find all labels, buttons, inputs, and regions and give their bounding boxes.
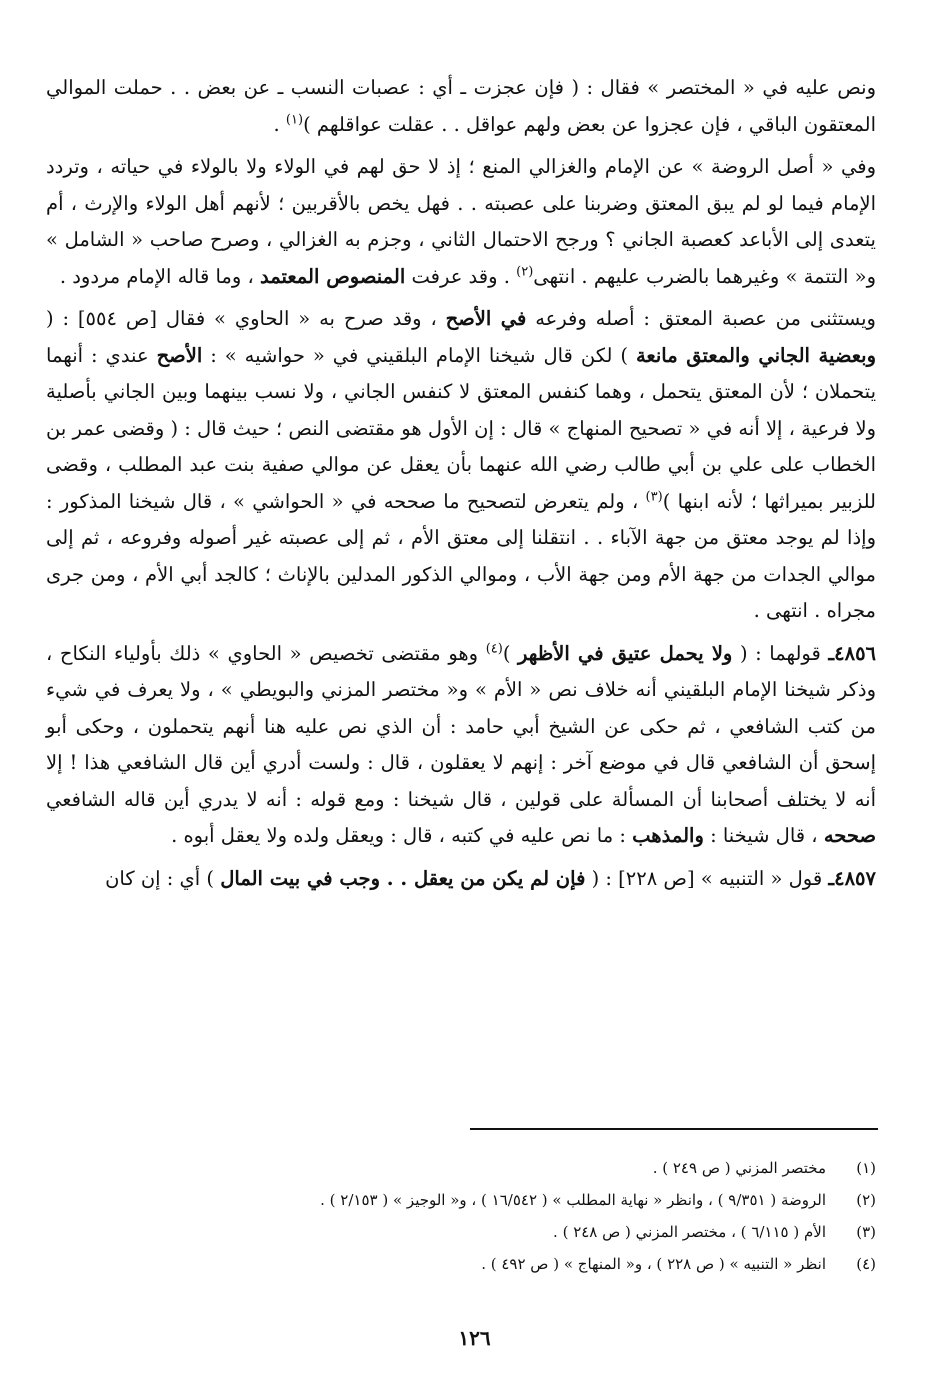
text-segment: ، وقد صرح به « الحاوي » فقال [ص ٥٥٤] : ( [46, 307, 446, 330]
text-segment: قولهما : ( [732, 641, 829, 665]
text-segment: وهو مقتضى تخصيص « الحاوي » ذلك بأولياء النكاح ، وذكر شيخنا الإمام البلقيني أنه خلاف نص « الأم » و« مختصر المزني والبويطي » ، ولا يعرف في شيء من كتب الشافعي ، ثم حكى عن الشيخ أبي حامد : أن الذي نص عليه هنا أنهم يتحملون ، وحكى أبو إسحق أن الشافعي قال في موضع آخر : إنهم لا يعقلون ، قال : ولست أدري أين قال الشافعي هذا ! إلا أنه لا يختلف أصحابنا أن المسألة على قولين ، قال شيخنا : ومع قوله : أنه لا يدري أين قاله الشافعي [46, 641, 876, 811]
footnote-number: (٣) [856, 1223, 876, 1241]
bold-text-segment: صححه [823, 824, 876, 847]
footnote [46, 1248, 876, 1280]
bold-text-segment: ٤٨٥٧ـ [828, 866, 876, 890]
footnotes-section [46, 1152, 876, 1280]
footnote-separator-rule [470, 1128, 878, 1130]
text-segment: عندي : أنهما يتحملان ؛ لأن المعتق يتحمل ، وهما كنفس المعتق لا كنفس الجاني ، ولا نسب بينهما وبين الجاني بأصلية ولا فرعية ، إلا أنه في « تصحيح المنهاج » قال : إن الأول هو مقتضى النص ؛ حيث قال : ( وقضى عمر بن الخطاب على علي بن أبي طالب رضي الله عنهما بأن يعقل عن موالي صفية بنت عبد المطلب ، وقضى للزبير بميراثها ؛ لأنه ابنها ) [46, 343, 876, 513]
footnote [46, 1152, 876, 1184]
bold-text-segment: الأصح [156, 343, 203, 367]
bold-text-segment: في الأصح [445, 307, 527, 330]
footnote-text: انظر « التنبيه » ( ص ٢٢٨ ) ، و« المنهاج » ( ص ٤٩٢ ) . [481, 1255, 826, 1273]
bold-text-segment: والمذهب [632, 824, 704, 847]
text-segment: قول « التنبيه » [ص ٢٢٨] : ( [585, 866, 829, 890]
text-segment: ويستثنى من عصبة المعتق : أصله وفرعه [526, 307, 876, 330]
bold-text-segment: فإن لم يكن من يعقل . . وجب في بيت المال [220, 866, 586, 890]
footnote-text: الروضة ( ٩/٣٥١ ) ، وانظر « نهاية المطلب » ( ١٦/٥٤٢ ) ، و« الوجيز » ( ٢/١٥٣ ) . [320, 1191, 826, 1209]
footnote-reference: (٣) [645, 489, 663, 504]
text-segment: ، وما قاله الإمام مردود . [59, 264, 260, 288]
page-number: ١٢٦ [458, 1326, 491, 1350]
paragraph [46, 149, 876, 295]
bold-text-segment: ٤٨٥٦ـ [828, 641, 877, 665]
paragraph [46, 636, 876, 855]
paragraph [46, 861, 876, 898]
text-segment: ) [502, 641, 519, 665]
text-segment: . وقد عرفت [405, 264, 517, 288]
footnote-number: (٢) [856, 1191, 876, 1209]
paragraph [46, 301, 876, 630]
bold-text-segment: ولا يحمل عتيق في الأظهر [518, 641, 733, 665]
text-segment: ، ولم يتعرض لتصحيح ما صححه في « الحواشي » ، قال شيخنا المذكور : وإذا لم يوجد معتق من جهة الآباء . . انتقلنا إلى معتق الأم ، ثم إلى عصبته غير أصوله وفروعه ، ثم إلى موالي الجدات من جهة الأم ومن جهة الأب ، وموالي الذكور المدلين بالإناث ؛ كالجد أبي الأم ، ومن جرى مجراه . انتهى . [46, 489, 876, 622]
text-segment: ، قال شيخنا : [703, 824, 824, 847]
footnote-text: مختصر المزني ( ص ٢٤٩ ) . [652, 1159, 826, 1177]
footnote-number: (١) [856, 1159, 876, 1177]
text-segment: : ما نص عليه في كتبه ، قال : ويعقل ولده ولا يعقل أبوه . [171, 824, 633, 847]
footnote-reference: (٢) [516, 264, 534, 279]
text-segment: ) لكن قال شيخنا الإمام البلقيني في « حواشيه » : [202, 343, 636, 367]
footnote-number: (٤) [856, 1255, 876, 1273]
text-segment: ) أي : إن كان [105, 866, 221, 890]
footnote-reference: (١) [285, 112, 304, 127]
footnote-reference: (٤) [485, 641, 503, 656]
text-segment: وفي « أصل الروضة » عن الإمام والغزالي المنع ؛ إذ لا حق لهم في الولاء ولا بالولاء في حياته ، وتردد الإمام فيما لو لم يبق المعتق وضربنا على عصبته . . فهل يخص بالأقربين ؛ لأنهم أهل الولاء والإرث ، أم يتعدى إلى الأباعد كعصبة الجاني ؟ ورجح الاحتمال الثاني ، وجزم به الغزالي ، وصرح صاحب « الشامل » و« التتمة » وغيرهما بالضرب عليهم . انتهى [46, 155, 876, 288]
text-segment: . [273, 112, 286, 136]
footnote [46, 1184, 876, 1216]
footnote [46, 1216, 876, 1248]
bold-text-segment: المنصوص المعتمد [259, 264, 406, 288]
footnote-text: الأم ( ٦/١١٥ ) ، مختصر المزني ( ص ٢٤٨ ) . [553, 1223, 826, 1241]
bold-text-segment: وبعضية الجاني والمعتق مانعة [635, 343, 877, 367]
text-segment: ونص عليه في « المختصر » فقال : ( فإن عجزت ـ أي : عصبات النسب ـ عن بعض . . حملت الموالي المعتقون الباقي ، فإن عجزوا عن بعض ولهم عواقل . . عقلت عواقلهم ) [46, 76, 876, 136]
main-text-body [46, 70, 876, 903]
paragraph [46, 70, 876, 143]
